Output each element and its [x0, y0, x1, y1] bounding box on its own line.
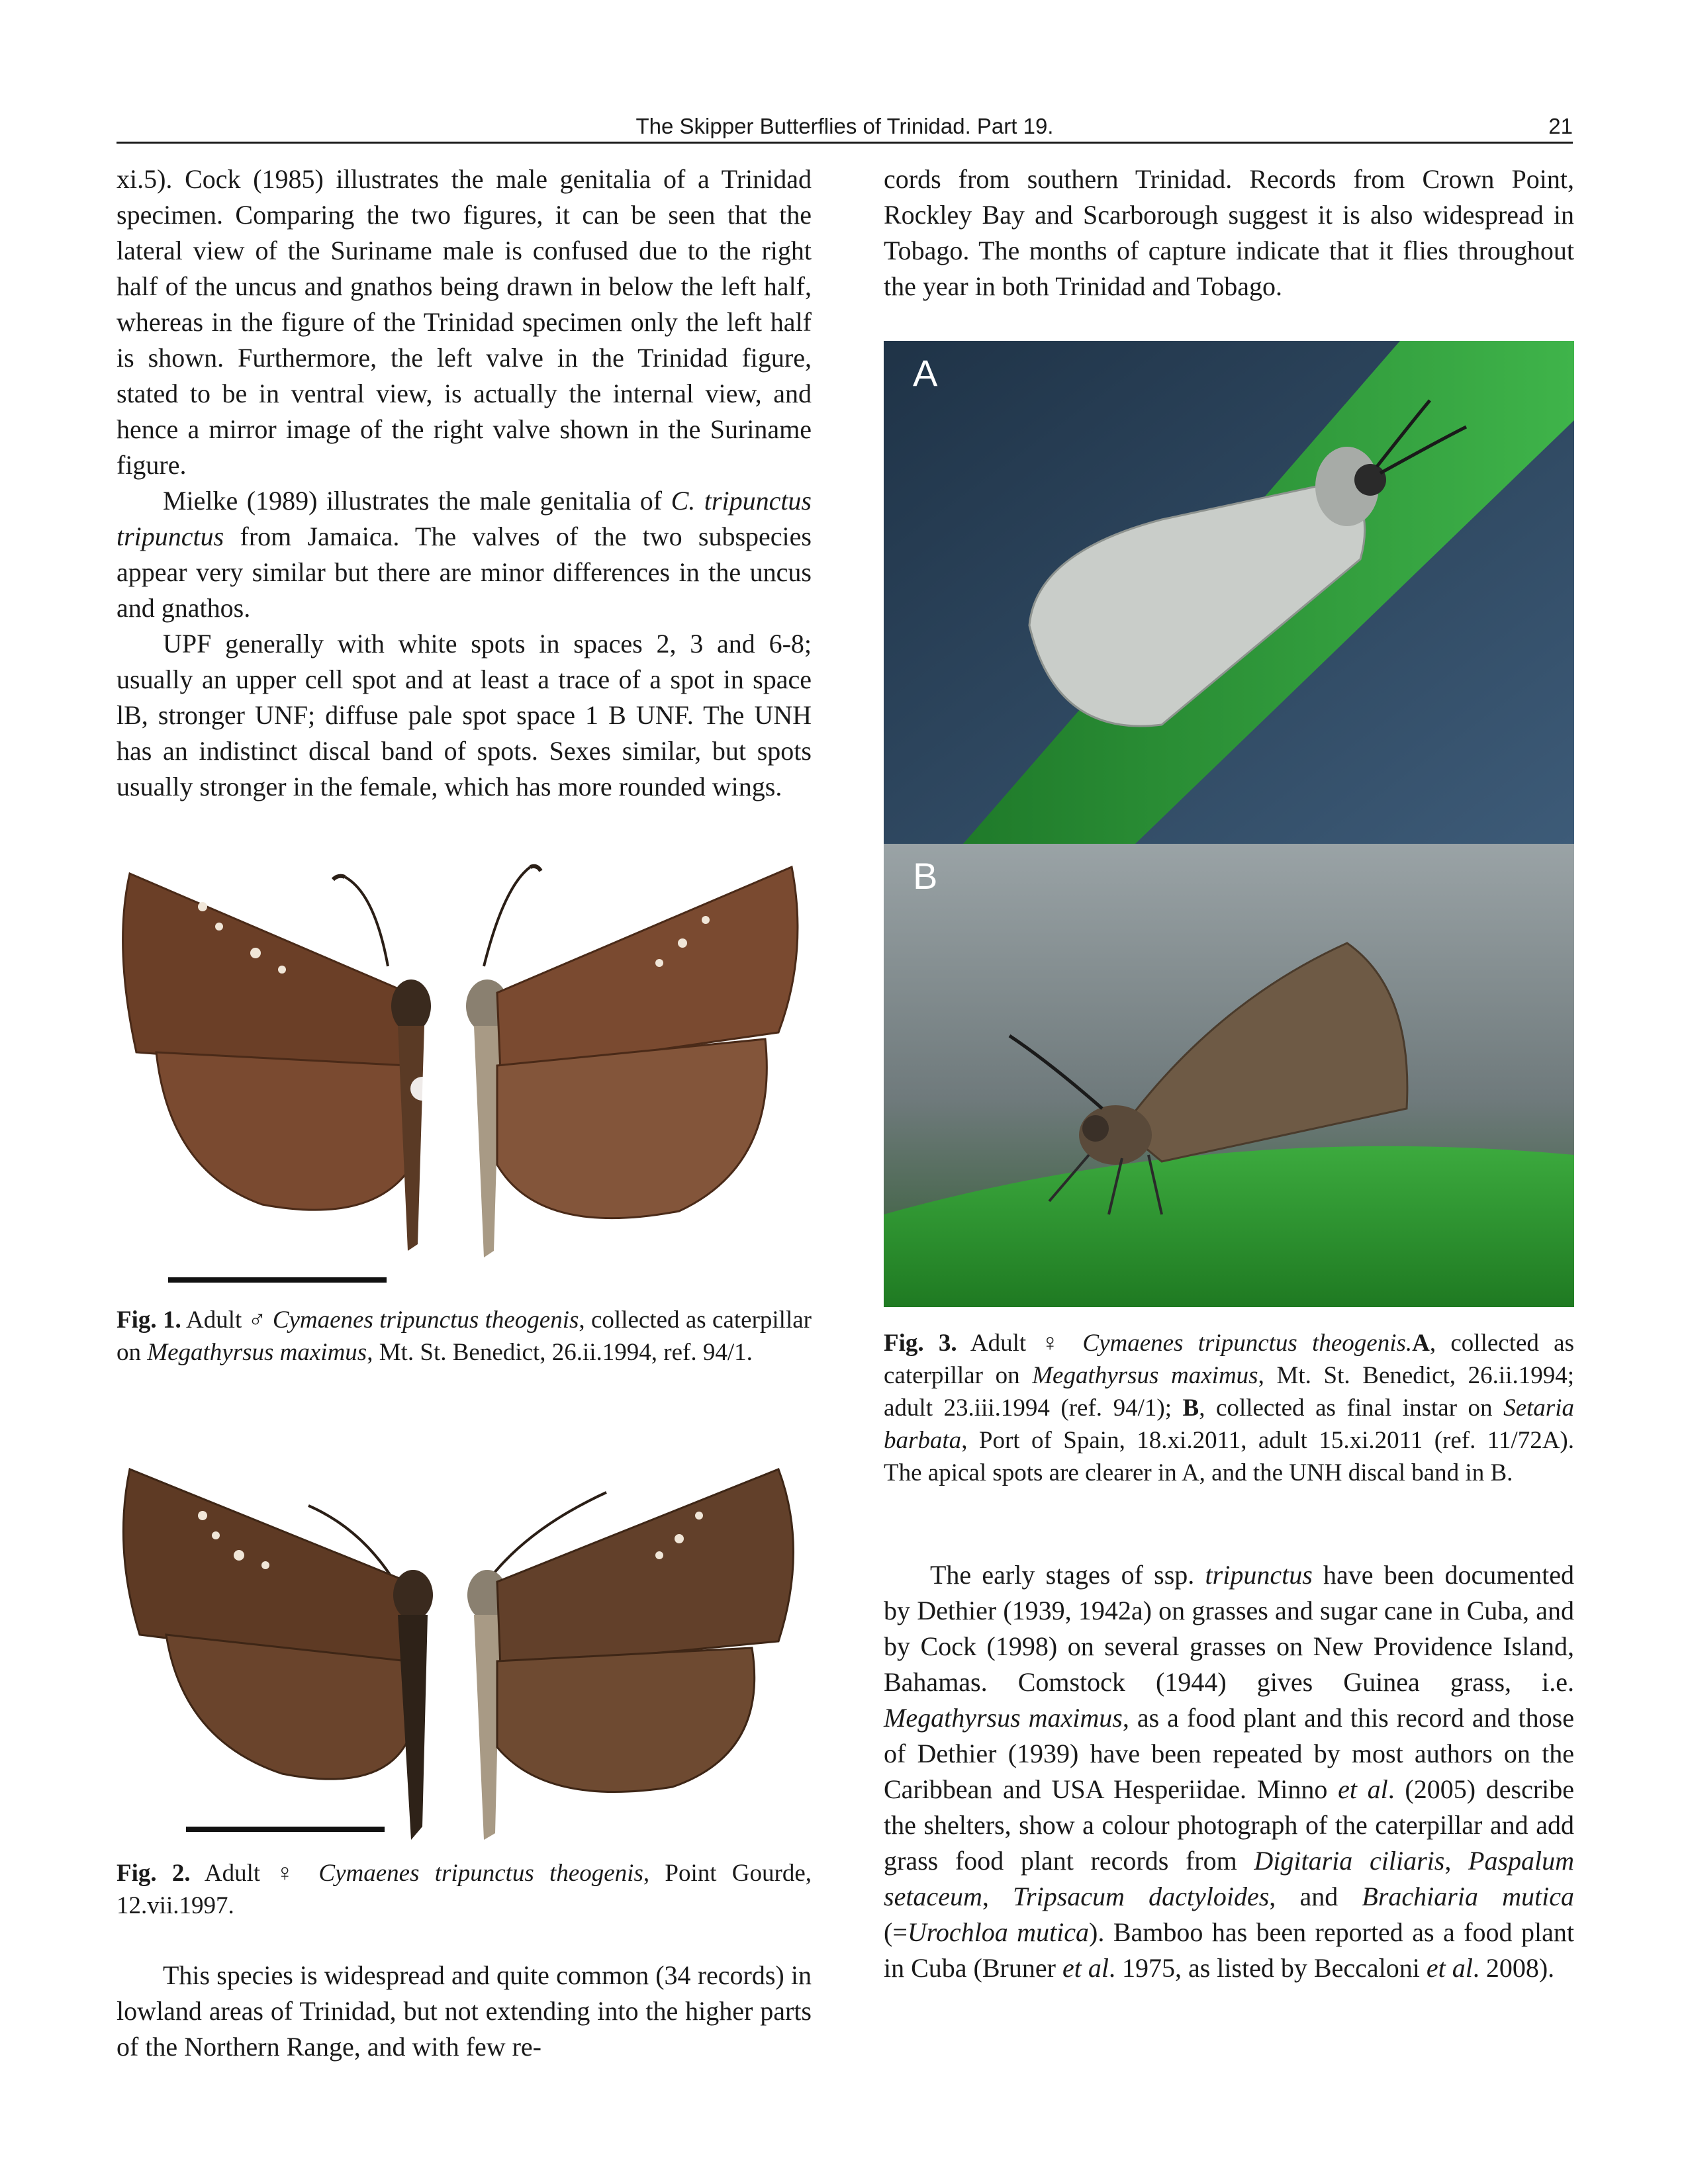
- header-rule: [117, 142, 1573, 144]
- left-column-bottom: [117, 1958, 812, 2065]
- paragraph: xi.5). Cock (1985) illustrates the male genitalia of a Trinidad specimen. Comparing the two figures, it can be seen that the lateral view of the Suriname male is confused due to the right half of the uncus and gnathos being drawn in below the left half, whereas in the figure of the Trinidad specimen only the left half is shown. Furthermore, the left valve in the Trinidad figure, stated to be in ventral view, is actually the internal view, and hence a mirror image of the right valve shown in the Suriname figure.: [117, 164, 812, 480]
- panel-label-a: A: [913, 352, 938, 394]
- photo-panel-a: [884, 341, 1574, 844]
- figure-2-image: [117, 1456, 812, 1846]
- right-column-top: [884, 161, 1574, 304]
- figure-1-image: [117, 854, 812, 1291]
- photo-panel-b: [884, 844, 1574, 1307]
- scale-bar: [186, 1827, 385, 1832]
- scale-bar: [168, 1277, 387, 1283]
- butterfly-female-illustration: [117, 1456, 812, 1846]
- figure-2-caption: Fig. 2. Adult ♀ Cymaenes tripunctus theogenis, Point Gourde, 12.vii.1997.: [117, 1860, 812, 1919]
- page-number: 21: [1548, 114, 1573, 138]
- running-header: [117, 109, 1573, 146]
- figure-1-caption: Fig. 1. Adult ♂ Cymaenes tripunctus theogenis, collected as caterpillar on Megathyrsus maximus, Mt. St. Benedict, 26.ii.1994, ref. 94/1.: [117, 1306, 812, 1366]
- right-column-bottom: [884, 1557, 1574, 1986]
- paragraph: UPF generally with white spots in spaces 2, 3 and 6-8; usually an upper cell spot and at least a trace of a spot in space lB, stronger UNF; diffuse pale spot space 1 B UNF. The UNH has an indistinct discal band of spots. Sexes similar, but spots usually stronger in the female, which has more rounded wings.: [117, 629, 812, 801]
- paragraph: cords from southern Trinidad. Records from Crown Point, Rockley Bay and Scarborough suggest it is also widespread in Tobago. The months of capture indicate that it flies throughout the year in both Trinidad and Tobago.: [884, 164, 1574, 301]
- figure-3-image: [884, 341, 1574, 1307]
- left-column-top: [117, 161, 812, 805]
- figure-3-caption: Fig. 3. Adult ♀ Cymaenes tripunctus theogenis.A, collected as caterpillar on Megathyrsus maximus, Mt. St. Benedict, 26.ii.1994; adult 23.iii.1994 (ref. 94/1); B, collected as final instar on Setaria barbata, Port of Spain, 18.xi.2011, adult 15.xi.2011 (ref. 11/72A). The apical spots are clearer in A, and the UNH discal band in B.: [884, 1330, 1574, 1486]
- paragraph: Mielke (1989) illustrates the male genitalia of C. tripunctus tripunctus from Jamaica. The valves of the two subspecies appear very similar but there are minor differences in the uncus and gnathos.: [117, 486, 812, 623]
- paragraph: The early stages of ssp. tripunctus have been documented by Dethier (1939, 1942a) on grasses and sugar cane in Cuba, and by Cock (1998) on several grasses on New Providence Island, Bahamas. Comstock (1944) gives Guinea grass, i.e. Megathyrsus maximus, as a food plant and this record and those of Dethier (1939) have been repeated by most authors on the Caribbean and USA Hesperiidae. Minno et al. (2005) describe the shelters, show a colour photograph of the caterpillar and add grass food plant records from Digitaria ciliaris, Paspalum setaceum, Tripsacum dactyloides, and Brachiaria mutica (=Urochloa mutica). Bamboo has been reported as a food plant in Cuba (Bruner et al. 1975, as listed by Beccaloni et al. 2008).: [884, 1560, 1575, 1983]
- running-title: The Skipper Butterflies of Trinidad. Part 19.: [635, 114, 1054, 138]
- paragraph: This species is widespread and quite common (34 records) in lowland areas of Trinidad, but not extending into the higher parts of the Northern Range, and with few re-: [117, 1960, 812, 2062]
- butterfly-male-illustration: [117, 854, 812, 1291]
- panel-label-b: B: [913, 855, 938, 897]
